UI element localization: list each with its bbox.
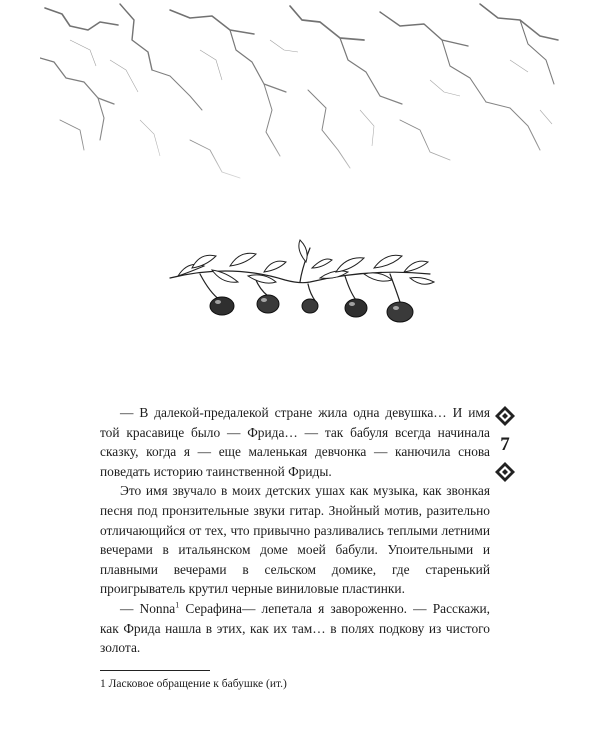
footnote: 1 Ласковое обращение к бабушке (ит.)	[100, 678, 287, 690]
diamond-ornament-icon	[494, 461, 516, 483]
paragraph: Это имя звучало в моих детских ушах как музыка, как звонкая песня под пронзительные звуки гитар. Знойный мотив, разительно отличающийся от тех, что привычно разливались теплыми летними вечерами в итальянском доме моей бабули. Упоительными и плавными вечерами в сельском домике, где старенький проигрыватель крутил черные виниловые пластинки.	[100, 483, 490, 597]
olive-branch-icon	[160, 238, 440, 338]
body-text	[100, 403, 490, 658]
page-number: 7	[500, 434, 510, 455]
paragraph-text: Серафина— лепетала я завороженно. — Расскажи, как Фрида нашла в этих, как их там… в полях подкову из чистого золота.	[100, 600, 490, 656]
diamond-ornament-icon	[494, 405, 516, 427]
footnote-divider	[100, 670, 210, 671]
marble-texture-header	[40, 0, 560, 200]
paragraph: — В далекой-предалекой стране жила одна девушка… И имя той красавице было — Фрида… — так бабуля всегда начинала сказку, когда я — еще маленькая девчонка — канючила снова поведать историю таинственной Фриды.	[100, 405, 490, 479]
footnote-marker: 1	[175, 600, 180, 610]
paragraph	[100, 599, 490, 658]
paragraph-text: — Nonna	[120, 600, 176, 616]
